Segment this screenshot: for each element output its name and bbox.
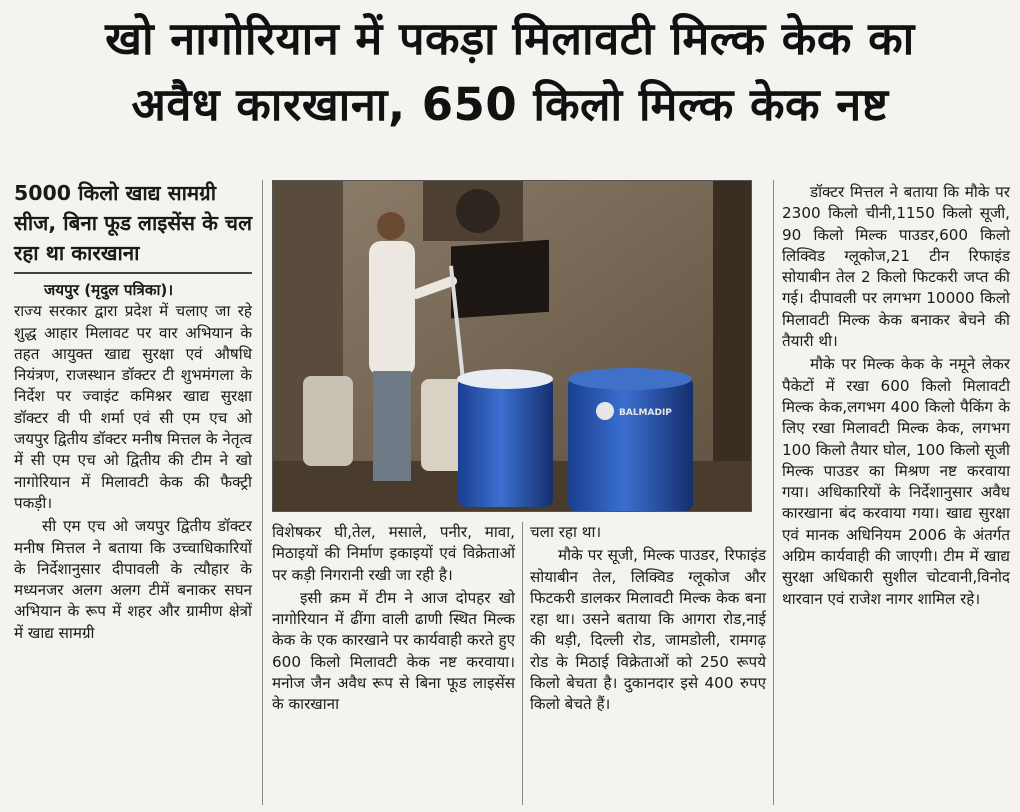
headline [0, 6, 1020, 138]
dateline: जयपुर (मृदुल पत्रिका)। [44, 281, 174, 299]
paragraph: मौके पर सूजी, मिल्क पाउडर, रिफाइंड सोयाबीन तेल, लिक्विड ग्लूकोज और फिटकरी डालकर मिलावटी मिल्क केक बना रहा था। उसने बताया कि आगरा रोड,नाई की थड़ी, दिल्ली रोड, जामडोली, रामगढ़ रोड के मिठाई विक्रेताओं को 250 रूपये किलो बेचता है। दुकानदार इसे 400 रुपए किलो बेचते हैं। [530, 546, 766, 714]
column-divider [262, 180, 263, 805]
drum-label: BALMADIP [619, 408, 672, 418]
paragraph: चला रहा था। [530, 523, 602, 541]
paragraph: राज्य सरकार द्वारा प्रदेश में चलाए जा रहे शुद्ध आहार मिलावट पर वार अभियान के तहत आयुक्त खाद्य सुरक्षा एवं औषधि नियंत्रण, राजस्थान डॉक्टर टी शुभमंगला के निर्देश पर ज्वाइंट कमिश्नर खाद्य सुरक्षा डॉक्टर वी पी शर्मा एवं सी एम एच ओ जयपुर द्वितीय डॉक्टर मनीष मित्तल के नेतृत्व में सी एम एच ओ द्वितीय की टीम ने खो नागोरियान में मिलावटी केक की फैक्ट्री पकड़ी। [14, 302, 252, 512]
factory-photo-illustration [273, 181, 751, 511]
paragraph: विशेषकर घी,तेल, मसाले, पनीर, मावा, मिठाइयों की निर्माण इकाइयों एवं विक्रेताओं पर कड़ी निगरानी रखी जा रही है। [272, 523, 515, 584]
blue-drum-left [457, 369, 553, 507]
paragraph: सी एम एच ओ जयपुर द्वितीय डॉक्टर मनीष मित्तल ने बताया कि उच्चाधिकारियों के निर्देशानुसार दीपावली के त्यौहार के मध्यनजर अलग अलग टीमें बनाकर सघन अभियान के रूप में शहर और ग्रामीण क्षेत्रों में खाद्य सामग्री [14, 517, 252, 642]
paragraph: डॉक्टर मित्तल ने बताया कि मौके पर 2300 किलो चीनी,1150 किलो सूजी, 90 किलो मिल्क पाउडर,600 किलो लिक्विड ग्लूकोज,21 टीन रिफाइंड सोयाबीन तेल 2 किलो फिटकरी जप्त की गई। दीपावली पर लगभग 10000 किलो मिलावटी मिल्क केक बनाकर बेचने की तैयारी थी। [782, 183, 1010, 351]
blue-drum-right [568, 368, 693, 511]
article-column-2 [272, 522, 515, 718]
paragraph: इसी क्रम में टीम ने आज दोपहर खो नागोरियान में ढींगा वाली ढाणी स्थित मिल्क केक के एक कारखाने पर कार्यवाही करते हुए 600 किलो मिलावटी केक नष्ट करवाया। मनोज जैन अवैध रूप से बिना फूड लाइसेंस के कारखाना [272, 588, 515, 714]
headline-line-1: खो नागोरियान में पकड़ा मिलावटी मिल्क केक का [105, 12, 915, 65]
subheadline: 5000 किलो खाद्य सामग्री सीज, बिना फूड लाइसेंस के चल रहा था कारखाना [14, 178, 252, 274]
column-divider [773, 180, 774, 805]
article-column-4 [782, 182, 1010, 612]
column-divider [522, 522, 523, 805]
article-column-1 [14, 178, 252, 646]
news-photo [272, 180, 752, 512]
article-column-3 [530, 522, 766, 718]
paragraph: मौके पर मिल्क केक के नमूने लेकर पैकेटों में रखा 600 किलो मिलावटी मिल्क केक,लगभग 400 किलो पैकिंग के लिए रखा मिलावटी मिल्क केक, लगभग 100 किलो तैयार घोल, 100 किलो सूजी मिल्क पाउडर का मिश्रण नष्ट करवाया गया। अधिकारियों के निर्देशानुसार अवैध कारखाना बंद करवाया गया। खाद्य सुरक्षा एवं मानक अधिनियम 2006 के अंतर्गत अग्रिम कार्यवाही की जाएगी। टीम में खाद्य सुरक्षा अधिकारी सुशील चोटवानी,विनोद थारवान एवं राजेश नागर शामिल रहे। [782, 355, 1010, 608]
headline-line-2: अवैध कारखाना, 650 किलो मिल्क केक नष्ट [131, 78, 889, 131]
